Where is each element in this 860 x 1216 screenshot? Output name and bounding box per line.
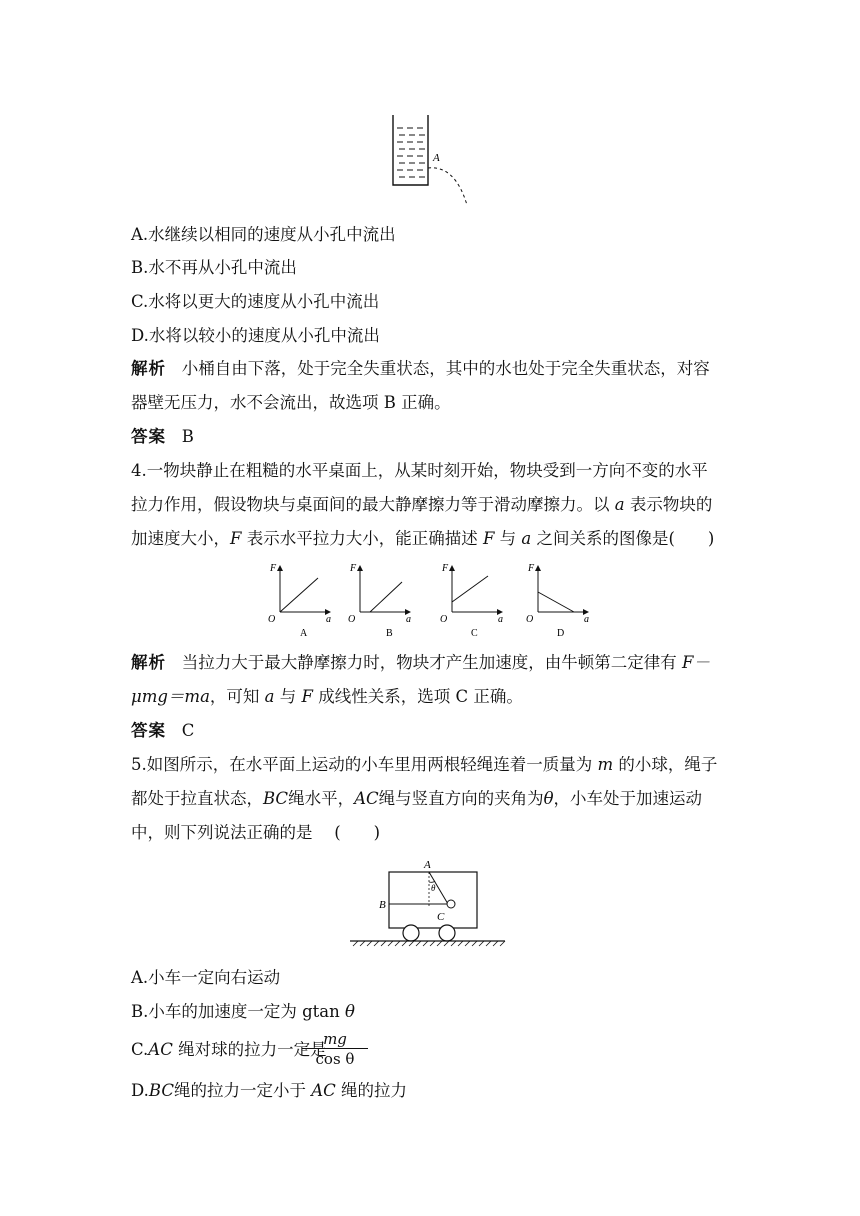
answer-value: B [181,427,194,446]
origin-label: O [348,614,356,625]
y-axis-label: F [442,563,449,574]
var-F: F [230,529,242,548]
analysis-line [131,686,523,708]
stem-text: 加速度大小， [131,529,230,548]
option: A.小车一定向右运动 [131,968,281,987]
var-a: a [521,529,532,548]
equation: F－ [682,653,710,672]
analysis-text: 成线性关系，选项 C 正确。 [318,687,523,706]
option-text: C. [131,1040,149,1059]
stem-text: 绳与竖直方向的夹角为 [378,789,544,808]
bucket-figure [385,110,480,210]
analysis-text: 当拉力大于最大静摩擦力时，物块才产生加速度，由牛顿第二定律有 [181,653,677,672]
var-a: a [614,495,625,514]
hole-label: A [433,152,440,164]
question-stem: 4.一物块静止在粗糙的水平桌面上，从某时刻开始，物块受到一方向不变的水平 [131,461,708,480]
analysis-text: ，可知 [209,687,260,706]
option-text: 绳的拉力一定小于 [173,1081,306,1100]
stem-text: 5.如图所示，在水平面上运动的小车里用两根轻绳连着一质量为 [131,755,593,774]
option-text: D. [131,1081,149,1100]
option: A.水继续以相同的速度从小孔中流出 [131,225,396,244]
answer-label: 答案 [131,721,166,740]
analysis-text: 与 [279,687,297,706]
answer-line [131,426,194,448]
question-stem [131,754,717,776]
stem-text: ，小车处于加速运动 [553,789,703,808]
graph-label: C [471,628,478,639]
option: C.水将以更大的速度从小孔中流出 [131,292,380,311]
x-axis-label: a [498,614,503,625]
x-axis-label: a [406,614,411,625]
analysis-line: 器壁无压力，水不会流出，故选项 B 正确。 [131,393,451,412]
point-a-label: A [424,859,431,871]
analysis-label: 解析 [131,653,166,672]
var-a: a [264,687,275,706]
fraction-denominator: cos θ [315,1050,355,1068]
x-axis-label: a [584,614,589,625]
fraction [300,1030,370,1069]
y-axis-label: F [270,563,277,574]
var-theta: θ [345,1002,355,1021]
stem-text: 之间关系的图像是( ) [536,529,715,548]
answer-value: C [181,721,195,740]
question-stem [131,528,714,550]
question-stem [131,788,702,810]
equation: μmg＝ma [131,687,210,706]
question-stem: 中，则下列说法正确的是 ( ) [131,823,381,842]
option-text: 绳对球的拉力一定是 [178,1040,327,1059]
option-text: 绳的拉力 [341,1081,407,1100]
analysis-line [131,652,710,674]
stem-text: 绳水平， [288,789,355,808]
graph-options-figure [262,560,602,642]
stem-text: 拉力作用，假设物块与桌面间的最大静摩擦力等于滑动摩擦力。以 [131,495,610,514]
option: D.水将以较小的速度从小孔中流出 [131,326,380,345]
option [131,1001,355,1023]
answer-line [131,720,194,742]
point-c-label: C [437,911,445,923]
graph-b [348,563,411,639]
var-theta: θ [543,789,554,808]
theta-label: θ [431,883,436,893]
var-BC: BC [263,789,289,808]
stem-text: 表示水平拉力大小，能正确描述 [246,529,478,548]
analysis-label: 解析 [131,359,166,378]
stem-text: 与 [499,529,517,548]
option [131,1080,407,1102]
graph-a [268,563,331,639]
var-F: F [482,529,495,548]
x-axis-label: a [326,614,331,625]
var-AC: AC [354,789,379,808]
origin-label: O [526,614,534,625]
graph-label: D [557,628,565,639]
point-b-label: B [379,899,386,911]
var-AC: AC [311,1081,336,1100]
cart-figure [345,856,515,951]
origin-label: O [268,614,276,625]
graph-d [526,563,589,639]
var-F: F [301,687,313,706]
stem-text: 表示物块的 [629,495,713,514]
option-text: B.小车的加速度一定为 gtan [131,1002,340,1021]
var-m: m [597,755,614,774]
analysis-text: 小桶自由下落，处于完全失重状态，其中的水也处于完全失重状态，对容 [181,359,710,378]
graph-c [440,563,503,639]
option [131,1039,327,1061]
var-AC: AC [148,1040,173,1059]
y-axis-label: F [350,563,357,574]
analysis-line [131,358,710,380]
option: B.水不再从小孔中流出 [131,258,297,277]
stem-text: 的小球，绳子 [618,755,718,774]
stem-text: 都处于拉直状态， [131,789,263,808]
question-stem [131,494,712,516]
origin-label: O [440,614,448,625]
answer-label: 答案 [131,427,166,446]
graph-label: A [300,628,308,639]
fraction-numerator: mg [323,1030,347,1048]
y-axis-label: F [528,563,535,574]
var-BC: BC [148,1081,174,1100]
graph-label: B [386,628,393,639]
